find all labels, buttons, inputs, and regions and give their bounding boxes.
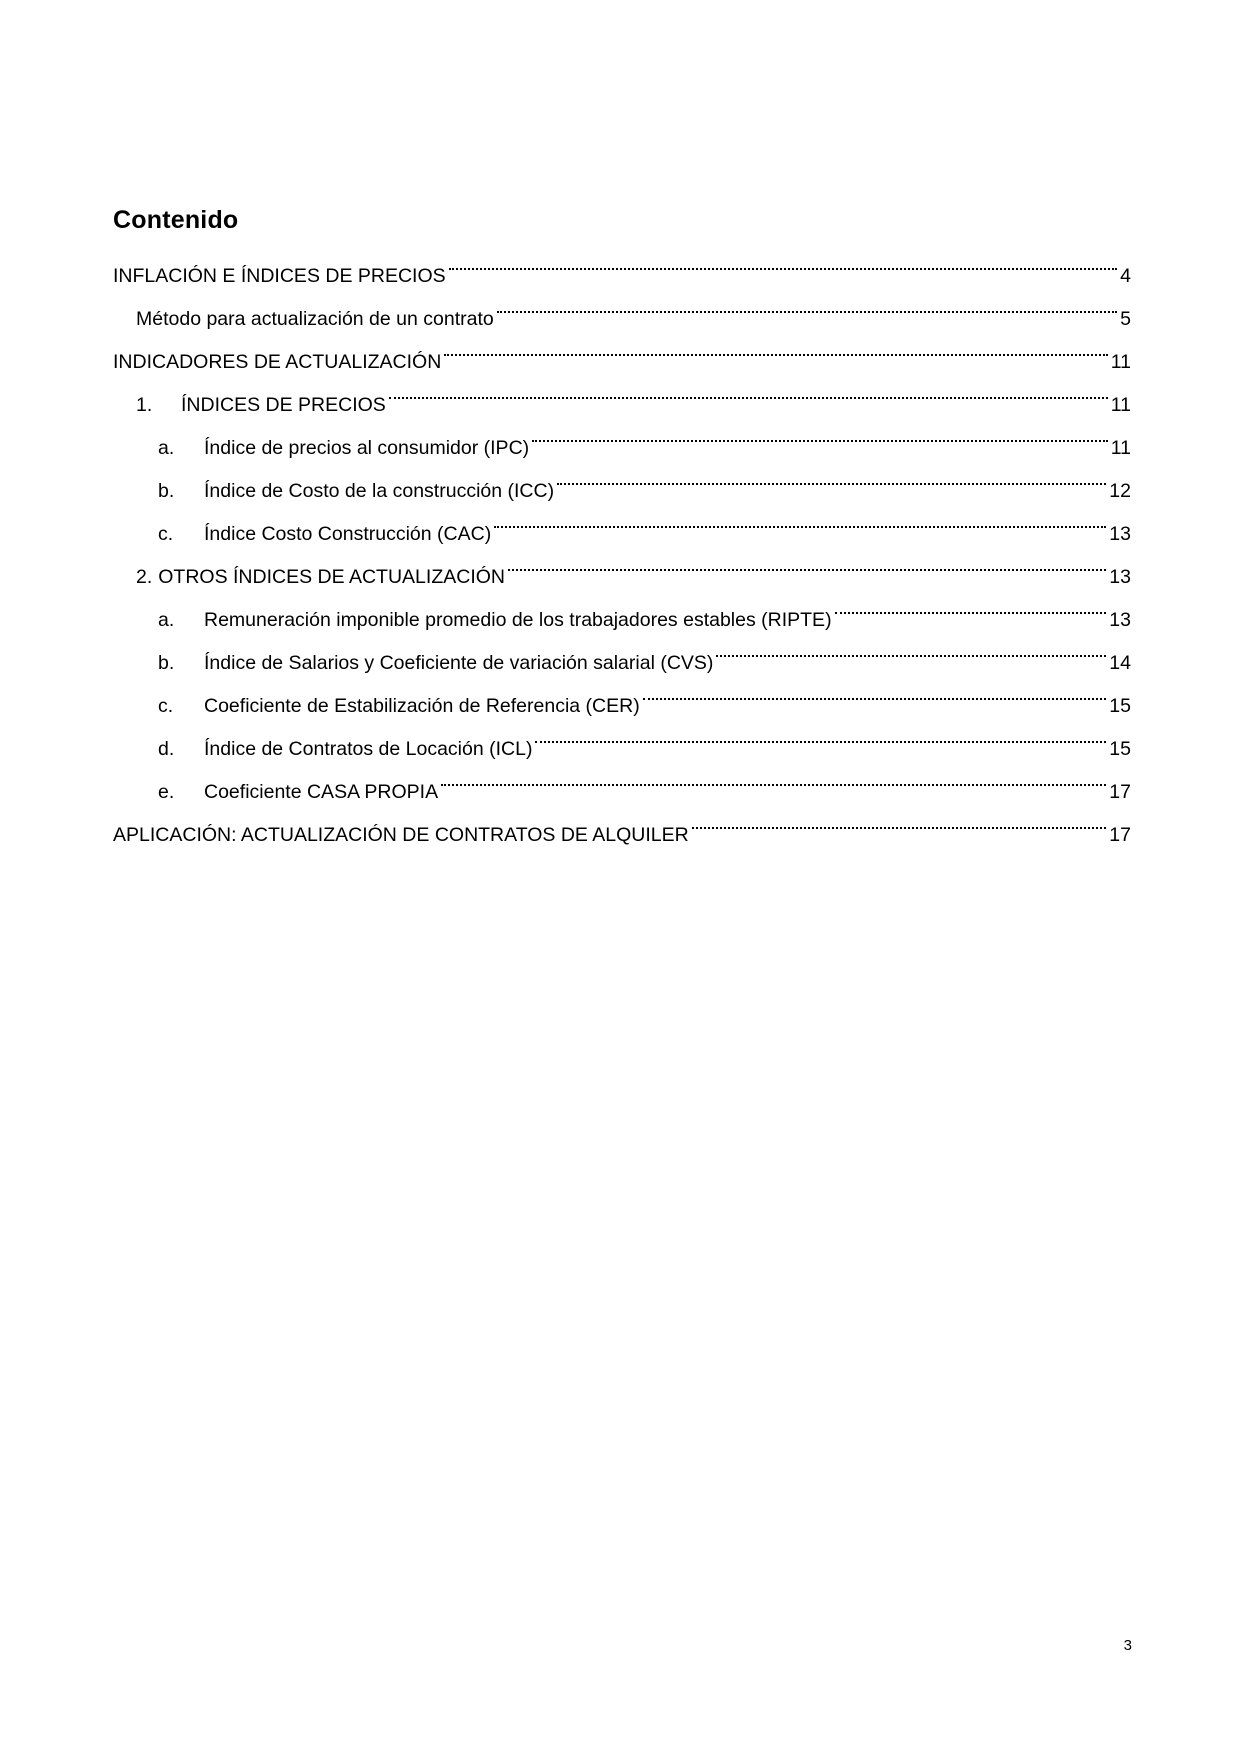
toc-entry-page: 17 (1109, 824, 1131, 846)
toc-entry-number: e. (158, 781, 175, 803)
toc-entry-title: Método para actualización de un contrato (136, 308, 494, 330)
dot-leader (441, 755, 1106, 798)
toc-entry-title: Índice de Contratos de Locación (ICL) (204, 738, 533, 760)
toc-entry-page: 5 (1120, 308, 1131, 330)
toc-entry-number: 1. (136, 394, 153, 416)
dot-leader (643, 669, 1107, 712)
toc-entry-page: 17 (1109, 781, 1131, 803)
toc-entry[interactable] (113, 239, 1131, 287)
dot-leader (497, 282, 1117, 325)
dot-leader (444, 325, 1107, 368)
dot-leader (389, 368, 1108, 411)
table-of-contents (113, 239, 1131, 846)
toc-entry-number: a. (158, 609, 175, 631)
page-number: 3 (1123, 1637, 1132, 1654)
dot-leader (535, 712, 1106, 755)
toc-entry-page: 11 (1110, 437, 1131, 459)
toc-entry-page: 15 (1109, 695, 1131, 717)
toc-entry-title: OTROS ÍNDICES DE ACTUALIZACIÓN (158, 566, 505, 588)
toc-heading: Contenido (113, 206, 239, 234)
toc-entry-page: 13 (1109, 566, 1131, 588)
toc-entry-title: APLICACIÓN: ACTUALIZACIÓN DE CONTRATOS DE ALQUILER (113, 824, 689, 846)
toc-entry-title: Coeficiente CASA PROPIA (204, 781, 439, 803)
toc-entry-title: Índice de precios al consumidor (IPC) (204, 437, 530, 459)
toc-entry-page: 15 (1109, 738, 1131, 760)
dot-leader (692, 798, 1107, 841)
toc-entry-title: Índice de Salarios y Coeficiente de variación salarial (CVS) (204, 652, 714, 674)
dot-leader (716, 626, 1106, 669)
dot-leader (449, 239, 1117, 282)
toc-entry-number: a. (158, 437, 175, 459)
toc-entry-page: 4 (1120, 265, 1131, 287)
toc-entry-title: Remuneración imponible promedio de los trabajadores estables (RIPTE) (204, 609, 832, 631)
toc-entry-number: c. (158, 695, 174, 717)
dot-leader (494, 497, 1106, 540)
toc-entry-number: c. (158, 523, 174, 545)
toc-entry-number: 2. (136, 566, 153, 588)
toc-entry-title: Índice de Costo de la construcción (ICC) (204, 480, 555, 502)
toc-entry-title: ÍNDICES DE PRECIOS (181, 394, 386, 416)
toc-entry-title: Coeficiente de Estabilización de Referencia (CER) (204, 695, 640, 717)
toc-entry-page: 11 (1110, 394, 1131, 416)
dot-leader (835, 583, 1107, 626)
toc-entry-title: INFLACIÓN E ÍNDICES DE PRECIOS (113, 265, 446, 287)
toc-entry-number: d. (158, 738, 175, 760)
toc-entry-page: 13 (1109, 523, 1131, 545)
toc-entry-number: b. (158, 480, 175, 502)
dot-leader (508, 540, 1106, 583)
toc-entry-number: b. (158, 652, 175, 674)
toc-entry-title: INDICADORES DE ACTUALIZACIÓN (113, 351, 442, 373)
dot-leader (557, 454, 1106, 497)
toc-entry-title: Índice Costo Construcción (CAC) (204, 523, 492, 545)
toc-entry-page: 13 (1109, 609, 1131, 631)
toc-entry-page: 11 (1110, 351, 1131, 373)
toc-entry-page: 12 (1109, 480, 1131, 502)
toc-entry-page: 14 (1109, 652, 1131, 674)
dot-leader (532, 411, 1108, 454)
